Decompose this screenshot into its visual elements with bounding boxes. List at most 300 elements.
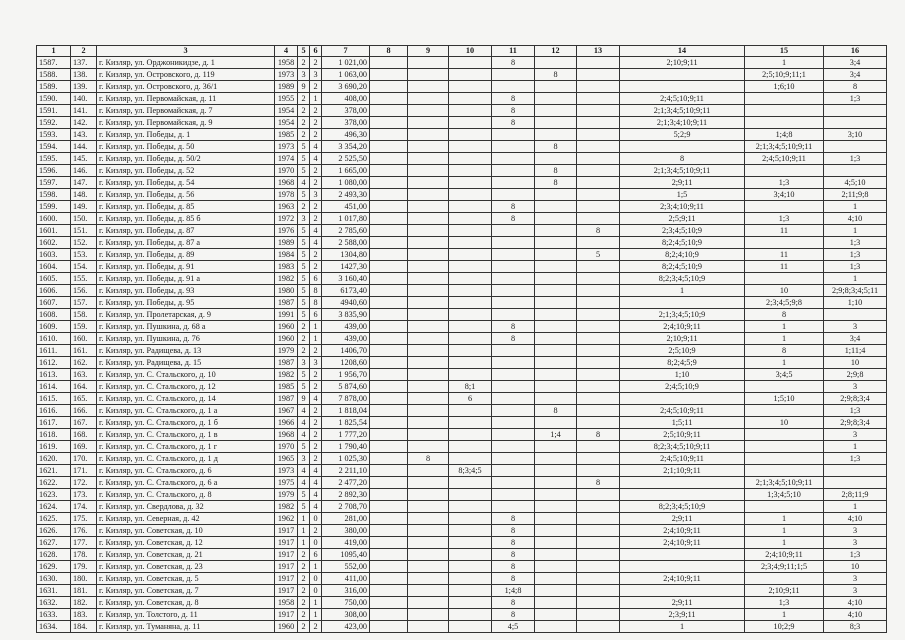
table-cell <box>745 201 824 213</box>
table-cell <box>577 453 620 465</box>
table-cell: 3 <box>824 573 887 585</box>
table-cell: 2 <box>310 429 322 441</box>
table-row <box>37 177 887 189</box>
table-cell: 1954 <box>275 105 298 117</box>
table-cell: 1967 <box>275 405 298 417</box>
table-row <box>37 465 887 477</box>
table-cell <box>370 333 408 345</box>
table-cell <box>535 129 577 141</box>
table-cell: 5 <box>298 249 310 261</box>
table-cell <box>370 225 408 237</box>
table-cell: 2;1;3;4;5;10;9;11 <box>620 165 745 177</box>
table-cell: 408,00 <box>322 93 370 105</box>
table-cell: 2 <box>310 81 322 93</box>
table-cell: 161. <box>71 345 97 357</box>
table-cell: 4;10 <box>824 597 887 609</box>
table-cell <box>408 537 449 549</box>
table-cell: 1614. <box>37 381 71 393</box>
column-header: 13 <box>577 46 620 57</box>
table-row <box>37 537 887 549</box>
table-row <box>37 609 887 621</box>
table-cell: г. Кизляр, ул. С. Стальского, д. 1 г <box>97 441 275 453</box>
table-cell: 1975 <box>275 477 298 489</box>
table-cell: 157. <box>71 297 97 309</box>
table-cell: 5 <box>298 141 310 153</box>
table-cell: 496,30 <box>322 129 370 141</box>
table-cell <box>535 93 577 105</box>
table-cell: 8 <box>492 201 535 213</box>
table-cell <box>370 237 408 249</box>
table-cell <box>370 489 408 501</box>
table-cell: 4 <box>310 225 322 237</box>
table-cell: 2 <box>310 381 322 393</box>
table-cell <box>577 129 620 141</box>
table-cell: 1633. <box>37 609 71 621</box>
table-row <box>37 129 887 141</box>
table-cell: 2 <box>298 549 310 561</box>
table-cell <box>577 573 620 585</box>
table-cell: 1621. <box>37 465 71 477</box>
table-cell: 1603. <box>37 249 71 261</box>
table-row <box>37 525 887 537</box>
table-cell: 1208,60 <box>322 357 370 369</box>
table-cell: 137. <box>71 57 97 69</box>
table-cell: г. Кизляр, ул. Первомайская, д. 7 <box>97 105 275 117</box>
table-cell <box>535 201 577 213</box>
table-cell <box>449 537 492 549</box>
table-cell: 1 <box>310 333 322 345</box>
table-cell: 2;4;10;9;11 <box>620 525 745 537</box>
table-cell: 2;10;9;11 <box>620 57 745 69</box>
table-cell: 316,00 <box>322 585 370 597</box>
table-cell: 1618. <box>37 429 71 441</box>
table-cell <box>535 465 577 477</box>
table-cell: г. Кизляр, ул. Туманяна, д. 11 <box>97 621 275 633</box>
table-cell <box>577 141 620 153</box>
table-cell: 1632. <box>37 597 71 609</box>
table-cell: 1627. <box>37 537 71 549</box>
table-cell: 2;3;4;10;9;11 <box>620 201 745 213</box>
table-cell: 142. <box>71 117 97 129</box>
table-cell: 419,00 <box>322 537 370 549</box>
table-cell: 1630. <box>37 573 71 585</box>
table-row <box>37 225 887 237</box>
table-cell <box>577 81 620 93</box>
table-cell: 5 <box>298 369 310 381</box>
table-cell: 1593. <box>37 129 71 141</box>
table-cell <box>535 105 577 117</box>
table-cell <box>370 189 408 201</box>
table-cell: 0 <box>310 573 322 585</box>
table-cell: 141. <box>71 105 97 117</box>
table-cell <box>370 621 408 633</box>
table-cell <box>577 177 620 189</box>
table-cell <box>824 117 887 129</box>
table-cell <box>449 117 492 129</box>
table-cell <box>449 621 492 633</box>
table-cell: г. Кизляр, ул. Советская, д. 10 <box>97 525 275 537</box>
table-cell <box>577 513 620 525</box>
table-cell <box>535 537 577 549</box>
table-cell <box>370 141 408 153</box>
table-cell <box>745 117 824 129</box>
table-cell: 1978 <box>275 189 298 201</box>
table-row <box>37 153 887 165</box>
table-cell <box>449 573 492 585</box>
table-cell: 8;2;4;10;9 <box>620 249 745 261</box>
table-cell: 5 <box>298 441 310 453</box>
table-cell: 4 <box>298 417 310 429</box>
table-cell: 175. <box>71 513 97 525</box>
table-cell: 1982 <box>275 501 298 513</box>
table-cell: 2;5;9;11 <box>620 213 745 225</box>
table-cell <box>577 285 620 297</box>
table-row <box>37 405 887 417</box>
table-cell: г. Кизляр, ул. Советская, д. 23 <box>97 561 275 573</box>
table-cell <box>408 285 449 297</box>
table-cell: г. Кизляр, ул. Пушкина, д. 76 <box>97 333 275 345</box>
table-row <box>37 489 887 501</box>
table-cell: 1590. <box>37 93 71 105</box>
column-header: 9 <box>408 46 449 57</box>
table-cell: 6 <box>310 549 322 561</box>
table-cell: 1;3;4;5;10 <box>745 489 824 501</box>
table-cell: г. Кизляр, ул. С. Стальского, д. 6 <box>97 465 275 477</box>
table-cell: 1602. <box>37 237 71 249</box>
table-cell <box>745 93 824 105</box>
table-cell <box>577 261 620 273</box>
table-cell: 11 <box>745 249 824 261</box>
column-header: 7 <box>322 46 370 57</box>
table-cell: 2 525,50 <box>322 153 370 165</box>
table-cell: г. Кизляр, ул. С. Стальского, д. 12 <box>97 381 275 393</box>
table-cell: 3 690,20 <box>322 81 370 93</box>
table-cell: г. Кизляр, ул. Победы, д. 50/2 <box>97 153 275 165</box>
table-cell: г. Кизляр, ул. С. Стальского, д. 1 в <box>97 429 275 441</box>
table-cell <box>492 309 535 321</box>
table-cell: 1611. <box>37 345 71 357</box>
table-cell <box>408 585 449 597</box>
table-cell: 0 <box>310 537 322 549</box>
table-cell <box>408 105 449 117</box>
table-cell: 1968 <box>275 429 298 441</box>
table-cell: 1962 <box>275 513 298 525</box>
table-cell: 3 <box>298 357 310 369</box>
table-cell: 167. <box>71 417 97 429</box>
table-cell: 2;1;3;4;5;10;9;11 <box>745 477 824 489</box>
table-cell: 1304,80 <box>322 249 370 261</box>
table-cell: 1982 <box>275 369 298 381</box>
table-cell: 1605. <box>37 273 71 285</box>
table-row <box>37 393 887 405</box>
table-cell <box>492 393 535 405</box>
table-cell: 4 <box>298 477 310 489</box>
table-cell: 4;10 <box>824 609 887 621</box>
table-cell <box>370 129 408 141</box>
table-cell <box>577 369 620 381</box>
table-cell: 9 <box>298 393 310 405</box>
table-cell: 1 <box>824 501 887 513</box>
table-cell: 1 017,80 <box>322 213 370 225</box>
table-cell <box>449 105 492 117</box>
table-cell: 1 <box>824 441 887 453</box>
table-cell: 1958 <box>275 597 298 609</box>
table-cell: 166. <box>71 405 97 417</box>
table-cell: г. Кизляр, ул. Победы, д. 91 <box>97 261 275 273</box>
table-cell <box>449 201 492 213</box>
table-cell <box>408 237 449 249</box>
table-cell: 173. <box>71 489 97 501</box>
table-cell: 151. <box>71 225 97 237</box>
table-cell: 2 <box>310 177 322 189</box>
table-cell <box>492 477 535 489</box>
table-cell: 8 <box>492 117 535 129</box>
table-cell: 1609. <box>37 321 71 333</box>
table-cell <box>745 381 824 393</box>
table-cell: 172. <box>71 477 97 489</box>
table-cell <box>408 177 449 189</box>
table-cell: 1917 <box>275 537 298 549</box>
table-cell <box>492 465 535 477</box>
table-cell: 139. <box>71 81 97 93</box>
table-cell: 5 <box>298 297 310 309</box>
table-cell <box>577 189 620 201</box>
table-cell <box>535 297 577 309</box>
column-header: 14 <box>620 46 745 57</box>
table-cell <box>824 141 887 153</box>
table-cell <box>577 441 620 453</box>
table-cell <box>535 561 577 573</box>
table-cell: 5 874,60 <box>322 381 370 393</box>
table-cell: 8;2;3;4;5;10;9 <box>620 273 745 285</box>
table-row <box>37 369 887 381</box>
table-cell <box>408 513 449 525</box>
table-cell <box>370 177 408 189</box>
table-cell <box>408 345 449 357</box>
table-cell: 5 <box>298 189 310 201</box>
table-cell <box>408 573 449 585</box>
table-row <box>37 93 887 105</box>
table-cell: 2;3;9;11 <box>620 609 745 621</box>
table-cell: 5 <box>298 501 310 513</box>
table-cell: 11 <box>745 261 824 273</box>
table-row <box>37 321 887 333</box>
table-cell: 1622. <box>37 477 71 489</box>
table-cell <box>492 129 535 141</box>
table-cell <box>535 621 577 633</box>
table-cell: 4 <box>310 501 322 513</box>
table-cell <box>370 93 408 105</box>
table-cell: 1979 <box>275 489 298 501</box>
table-cell: 183. <box>71 609 97 621</box>
table-cell: 750,00 <box>322 597 370 609</box>
table-cell <box>370 465 408 477</box>
table-cell <box>492 441 535 453</box>
table-cell <box>370 525 408 537</box>
table-cell: 1;11;4 <box>824 345 887 357</box>
table-cell: 3 <box>824 321 887 333</box>
table-cell: 6 <box>310 309 322 321</box>
table-cell: 2;9;11 <box>620 597 745 609</box>
table-cell: 8 <box>535 69 577 81</box>
table-cell <box>620 141 745 153</box>
table-cell: 1968 <box>275 177 298 189</box>
table-cell <box>408 93 449 105</box>
table-cell: 4 <box>298 465 310 477</box>
table-cell: 1979 <box>275 345 298 357</box>
table-cell: 8 <box>492 57 535 69</box>
table-cell: 1976 <box>275 225 298 237</box>
table-cell: 2 892,30 <box>322 489 370 501</box>
table-cell: 1;10 <box>824 297 887 309</box>
table-cell <box>370 345 408 357</box>
table-cell <box>408 117 449 129</box>
table-cell <box>745 273 824 285</box>
table-cell <box>370 105 408 117</box>
table-cell <box>449 333 492 345</box>
table-cell <box>449 501 492 513</box>
table-cell: 2;3;4;9;11;1;5 <box>745 561 824 573</box>
table-row <box>37 597 887 609</box>
table-row <box>37 309 887 321</box>
table-cell <box>370 441 408 453</box>
column-header: 6 <box>310 46 322 57</box>
table-cell <box>535 321 577 333</box>
table-cell: 1955 <box>275 93 298 105</box>
table-cell: 1960 <box>275 321 298 333</box>
table-cell: г. Кизляр, ул. Победы, д. 1 <box>97 129 275 141</box>
table-cell: 423,00 <box>322 621 370 633</box>
table-cell: г. Кизляр, ул. Островского, д. 119 <box>97 69 275 81</box>
table-cell: 8 <box>745 309 824 321</box>
table-cell <box>577 525 620 537</box>
table-cell <box>449 237 492 249</box>
table-cell: 164. <box>71 381 97 393</box>
table-cell: 8 <box>620 153 745 165</box>
table-cell: г. Кизляр, ул. Победы, д. 54 <box>97 177 275 189</box>
table-cell: 1984 <box>275 249 298 261</box>
table-cell: 1989 <box>275 81 298 93</box>
table-cell: 1;3 <box>824 453 887 465</box>
table-cell: 2 <box>298 93 310 105</box>
table-cell <box>370 561 408 573</box>
table-cell <box>745 165 824 177</box>
table-cell: 2 <box>310 261 322 273</box>
table-cell <box>370 69 408 81</box>
table-cell: 1626. <box>37 525 71 537</box>
table-cell: 2;1;3;4;5;10;9;11 <box>745 141 824 153</box>
table-row <box>37 453 887 465</box>
table-cell: 1624. <box>37 501 71 513</box>
table-cell <box>535 309 577 321</box>
table-row <box>37 573 887 585</box>
table-cell <box>449 297 492 309</box>
table-cell <box>620 297 745 309</box>
table-cell <box>408 393 449 405</box>
table-cell: 1917 <box>275 549 298 561</box>
table-row <box>37 237 887 249</box>
table-cell: 2 <box>298 129 310 141</box>
table-cell: 1427,30 <box>322 261 370 273</box>
table-cell: 158. <box>71 309 97 321</box>
table-row <box>37 117 887 129</box>
table-cell: г. Кизляр, ул. Победы, д. 89 <box>97 249 275 261</box>
table-cell <box>535 261 577 273</box>
table-cell: 1;3 <box>824 261 887 273</box>
table-cell: 5 <box>298 309 310 321</box>
table-cell <box>492 453 535 465</box>
table-cell: 1989 <box>275 237 298 249</box>
table-cell: 3 <box>824 537 887 549</box>
table-cell: 2 <box>310 57 322 69</box>
table-row <box>37 621 887 633</box>
table-cell: 1594. <box>37 141 71 153</box>
table-cell: 8 <box>577 225 620 237</box>
table-cell <box>449 369 492 381</box>
table-cell: 146. <box>71 165 97 177</box>
table-cell <box>577 621 620 633</box>
table-cell: 1589. <box>37 81 71 93</box>
table-cell: 1;3 <box>824 549 887 561</box>
table-cell: 8;2;4;5;9 <box>620 357 745 369</box>
table-cell: 1 825,54 <box>322 417 370 429</box>
column-header: 15 <box>745 46 824 57</box>
table-cell <box>577 297 620 309</box>
table-cell: г. Кизляр, ул. Победы, д. 91 а <box>97 273 275 285</box>
table-cell <box>577 597 620 609</box>
table-cell: 2;4;5;10;9 <box>620 381 745 393</box>
table-cell: 1607. <box>37 297 71 309</box>
table-cell <box>535 549 577 561</box>
table-cell: 2 <box>298 561 310 573</box>
table-row <box>37 273 887 285</box>
table-cell <box>492 297 535 309</box>
table-cell <box>449 453 492 465</box>
table-cell <box>577 345 620 357</box>
table-cell: 8 <box>492 105 535 117</box>
table-cell: 1 080,00 <box>322 177 370 189</box>
table-cell <box>449 177 492 189</box>
table-cell: 1;5 <box>620 189 745 201</box>
table-cell: 1;3 <box>824 153 887 165</box>
table-cell <box>535 57 577 69</box>
table-cell: 1954 <box>275 117 298 129</box>
table-cell <box>535 117 577 129</box>
table-cell: 4;10 <box>824 213 887 225</box>
table-cell <box>408 621 449 633</box>
table-cell: 1588. <box>37 69 71 81</box>
table-cell: 380,00 <box>322 525 370 537</box>
table-cell: г. Кизляр, ул. Первомайская, д. 9 <box>97 117 275 129</box>
table-cell: 2 <box>298 609 310 621</box>
table-cell <box>745 105 824 117</box>
table-cell <box>620 477 745 489</box>
table-cell: г. Кизляр, ул. Советская, д. 7 <box>97 585 275 597</box>
table-cell: 1587. <box>37 57 71 69</box>
table-cell: 143. <box>71 129 97 141</box>
table-cell <box>370 81 408 93</box>
table-cell: г. Кизляр, ул. Северная, д. 42 <box>97 513 275 525</box>
table-cell <box>370 213 408 225</box>
table-cell: 4 <box>310 465 322 477</box>
table-cell <box>449 93 492 105</box>
table-cell: г. Кизляр, ул. Победы, д. 87 <box>97 225 275 237</box>
table-cell <box>449 165 492 177</box>
table-cell <box>535 369 577 381</box>
table-cell <box>535 441 577 453</box>
table-cell: г. Кизляр, ул. Орджоникидзе, д. 1 <box>97 57 275 69</box>
table-cell: г. Кизляр, ул. Толстого, д. 11 <box>97 609 275 621</box>
